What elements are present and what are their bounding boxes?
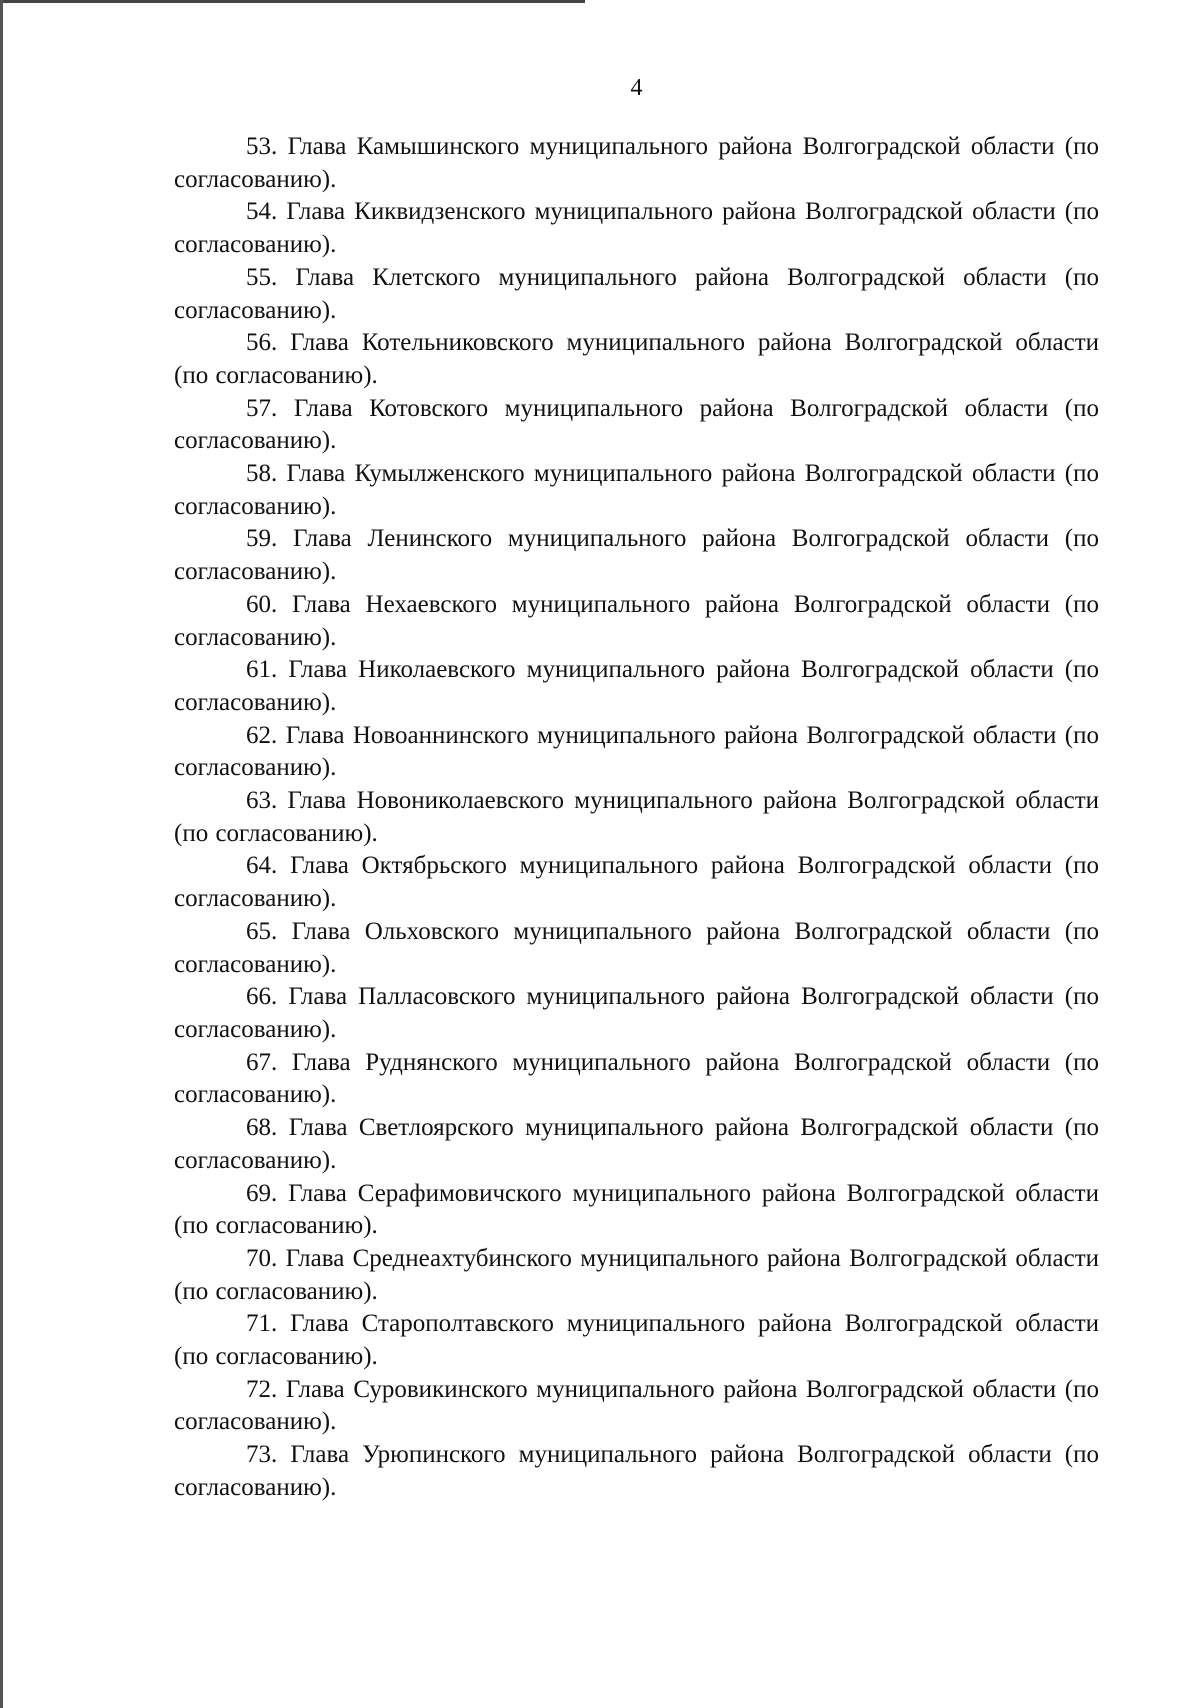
list-item: 65. Глава Ольховского муниципального района Волгоградской области (по согласованию). bbox=[174, 917, 1099, 978]
list-item: 67. Глава Руднянского муниципального района Волгоградской области (по согласованию). bbox=[174, 1048, 1099, 1109]
list-item: 62. Глава Новоаннинского муниципального района Волгоградской области (по согласованию). bbox=[174, 721, 1099, 782]
list-item: 63. Глава Новониколаевского муниципального района Волгоградской области (по согласованию). bbox=[174, 787, 1099, 847]
list-item: 70. Глава Среднеахтубинского муниципального района Волгоградской области (по согласованию). bbox=[174, 1244, 1099, 1305]
scan-edge-top bbox=[0, 0, 585, 3]
page-number: 4 bbox=[630, 75, 643, 101]
list-item: 71. Глава Старополтавского муниципального района Волгоградской области (по согласованию). bbox=[174, 1310, 1099, 1371]
list-item: 56. Глава Котельниковского муниципального района Волгоградской области (по согласованию). bbox=[174, 329, 1099, 389]
list-item: 64. Глава Октябрьского муниципального района Волгоградской области (по согласованию). bbox=[174, 852, 1099, 913]
list-item: 72. Глава Суровикинского муниципального района Волгоградской области (по согласованию). bbox=[174, 1375, 1099, 1436]
list-item: 53. Глава Камышинского муниципального района Волгоградской области (по согласованию). bbox=[174, 133, 1099, 193]
list-item: 59. Глава Ленинского муниципального района Волгоградской области (по согласованию). bbox=[174, 525, 1099, 586]
list-item: 57. Глава Котовского муниципального района Волгоградской области (по согласованию). bbox=[174, 394, 1099, 455]
list-item: 58. Глава Кумылженского муниципального района Волгоградской области (по согласованию). bbox=[174, 460, 1099, 520]
document-list bbox=[174, 131, 1099, 1505]
list-item: 69. Глава Серафимовичского муниципального района Волгоградской области (по согласованию). bbox=[174, 1179, 1099, 1240]
list-item: 60. Глава Нехаевского муниципального района Волгоградской области (по согласованию). bbox=[174, 590, 1099, 651]
list-item: 55. Глава Клетского муниципального района Волгоградской области (по согласованию). bbox=[174, 263, 1099, 324]
list-item: 66. Глава Палласовского муниципального района Волгоградской области (по согласованию). bbox=[174, 983, 1099, 1043]
list-item: 61. Глава Николаевского муниципального района Волгоградской области (по согласованию). bbox=[174, 656, 1099, 716]
list-item: 68. Глава Светлоярского муниципального района Волгоградской области (по согласованию). bbox=[174, 1114, 1099, 1174]
scan-edge-left bbox=[0, 0, 3, 1708]
list-item: 54. Глава Киквидзенского муниципального района Волгоградской области (по согласованию). bbox=[174, 198, 1099, 259]
list-item: 73. Глава Урюпинского муниципального района Волгоградской области (по согласованию). bbox=[174, 1441, 1099, 1501]
